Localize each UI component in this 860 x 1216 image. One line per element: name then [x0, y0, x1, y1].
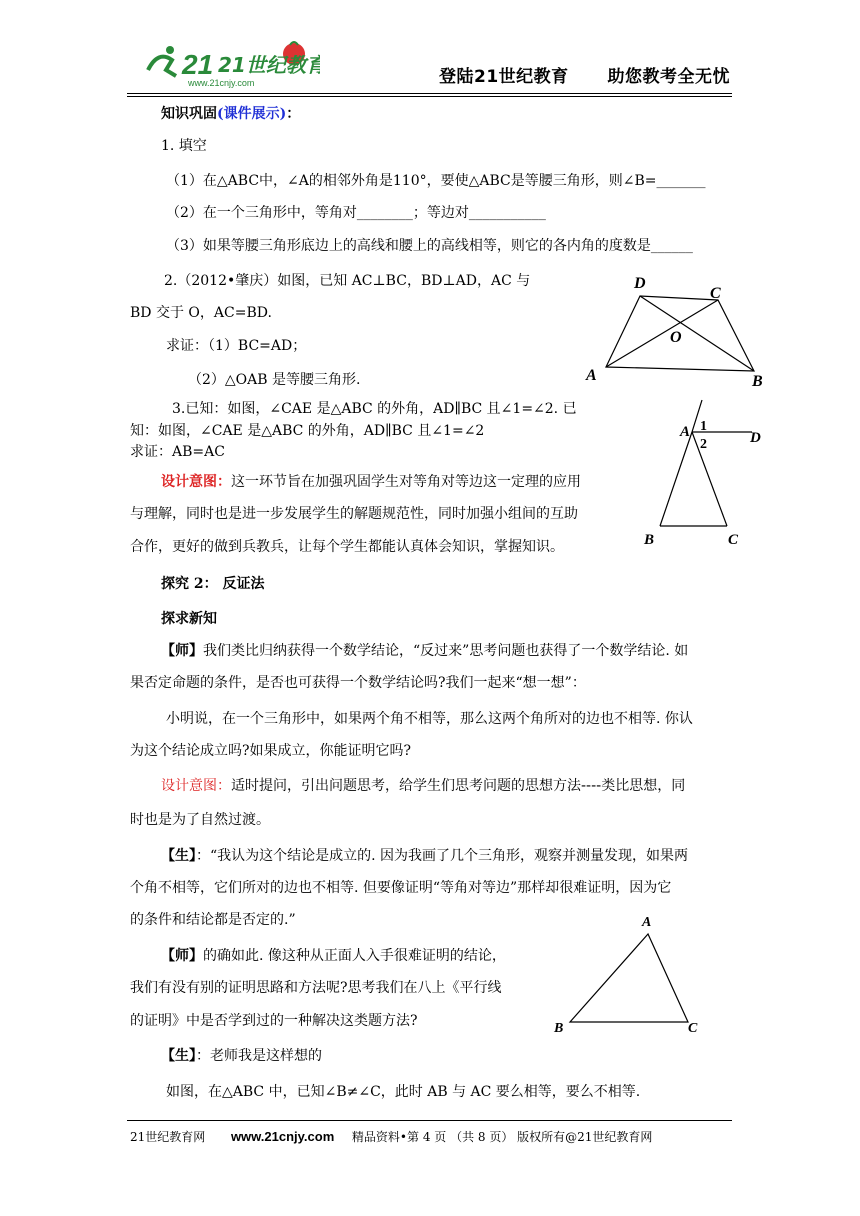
p1-line-1 — [161, 641, 688, 661]
p5-text: ：老师我是这样想的 — [196, 1048, 322, 1064]
slogan-left: 登陆21世纪教育 — [438, 67, 569, 87]
q3-line-2: 知：如图，∠CAE 是△ABC 的外角，AD∥BC 且∠1=∠2 — [130, 423, 485, 439]
fig2-label-d: D — [750, 430, 761, 446]
header-slogan — [439, 62, 730, 87]
fig3-label-b: B — [554, 1021, 564, 1036]
q2-line-3: 求证：（1）BC=AD； — [166, 338, 307, 354]
p1-tag: 【师】 — [161, 643, 203, 659]
fig2-angle-2: 2 — [700, 437, 707, 452]
p3-tag: 【生】 — [161, 848, 196, 864]
footer-info: 精品资料•第 4 页 （共 8 页） 版权所有@21世纪教育网 — [351, 1130, 653, 1144]
footer-site: 21世纪教育网 — [130, 1130, 206, 1144]
design-intent-2-l2: 时也是为了自然过渡。 — [130, 812, 270, 828]
fig3-label-a: A — [642, 915, 652, 930]
q2-line-4: （2）△OAB 是等腰三角形. — [188, 372, 361, 388]
p3-line-3: 的条件和结论都是否定的.” — [130, 912, 296, 928]
svg-text:21: 21 — [182, 49, 214, 80]
p5-line-1 — [161, 1046, 322, 1066]
footer-rule — [127, 1120, 732, 1121]
p3-line-2: 个角不相等，它们所对的边也不相等. 但要像证明“等角对等边”那样却很难证明，因为它 — [130, 880, 672, 896]
section2-title: 探究 2： 反证法 — [161, 576, 265, 592]
p3-text: ：“我认为这个结论是成立的. 因为我画了几个三角形，观察并测量发现，如果两 — [196, 848, 689, 864]
fig2-angle-1: 1 — [700, 419, 707, 434]
section1-title — [161, 104, 300, 124]
footer-url[interactable]: www.21cnjy.com — [230, 1129, 335, 1144]
q1-item-3: （3）如果等腰三角形底边上的高线和腰上的高线相等，则它的各内角的度数是______ — [166, 238, 693, 254]
site-logo — [140, 40, 320, 92]
fig2-side-ac — [692, 432, 727, 526]
figure-1-quadrilateral — [578, 270, 778, 392]
q3-line-3: 求证：AB=AC — [130, 444, 225, 460]
fig1-label-o: O — [670, 329, 682, 346]
q3-line-1: 3.已知：如图，∠CAE 是△ABC 的外角，AD∥BC 且∠1=∠2. 已 — [172, 401, 577, 417]
logo-graphic — [140, 40, 320, 92]
q1-head: 1. 填空 — [161, 138, 207, 154]
title-paren: (课件展示) — [217, 106, 287, 122]
design-text-2: 适时提问，引出问题思考，给学生们思考问题的思想方法----类比思想，同 — [231, 778, 686, 794]
fig1-label-d: D — [634, 275, 646, 292]
fig2-label-c: C — [728, 532, 739, 548]
q2-line-2: BD 交于 O，AC=BD. — [130, 305, 272, 321]
design-intent-1-l2: 与理解，同时也是进一步发展学生的解题规范性，同时加强小组间的互助 — [130, 506, 578, 522]
p4-line-2: 我们有没有别的证明思路和方法呢?思考我们在八上《平行线 — [130, 980, 502, 996]
logo-text: 21世纪教育 — [218, 53, 320, 77]
q1-item-2: （2）在一个三角形中，等角对________；等边对___________ — [166, 205, 546, 221]
design-text: 这一环节旨在加强巩固学生对等角对等边这一定理的应用 — [231, 474, 581, 490]
page-footer — [130, 1128, 652, 1145]
slogan-right: 助您教考全无忧 — [607, 67, 730, 87]
design-label: 设计意图： — [161, 474, 231, 490]
p4-line-1 — [161, 946, 506, 966]
figure-3-triangle — [548, 910, 708, 1040]
p6-line-1: 如图，在△ABC 中，已知∠B≠∠C，此时 AB 与 AC 要么相等，要么不相等. — [166, 1084, 641, 1100]
p1-text: 我们类比归纳获得一个数学结论，“反过来”思考问题也获得了一个数学结论. 如 — [203, 643, 689, 659]
fig1-label-c: C — [710, 285, 721, 302]
design-intent-1-l3: 合作，更好的做到兵教兵，让每个学生都能认真体会知识，掌握知识。 — [130, 539, 564, 555]
p1-line-2: 果否定命题的条件，是否也可获得一个数学结论吗?我们一起来“想一想”： — [130, 675, 586, 691]
p2-line-2: 为这个结论成立吗?如果成立，你能证明它吗? — [130, 743, 412, 759]
p3-line-1 — [161, 846, 688, 866]
title-text: 知识巩固 — [161, 106, 217, 122]
fig3-label-c: C — [688, 1021, 698, 1036]
p5-tag: 【生】 — [161, 1048, 196, 1064]
header-rule-2 — [127, 96, 732, 97]
fig1-label-b: B — [752, 373, 763, 390]
fig1-label-a: A — [586, 367, 597, 384]
fig2-label-a: A — [680, 424, 691, 440]
figure-2-triangle — [640, 392, 770, 552]
p2-line-1: 小明说，在一个三角形中，如果两个角不相等，那么这两个角所对的边也不相等. 你认 — [166, 711, 693, 727]
title-colon: ： — [286, 106, 301, 122]
header-rule — [127, 93, 732, 94]
design-intent-1 — [161, 472, 581, 492]
fig1-diagonal-bd — [640, 296, 754, 371]
p4-tag: 【师】 — [161, 948, 203, 964]
q2-line-1: 2.（2012•肇庆）如图，已知 AC⊥BC，BD⊥AD，AC 与 — [164, 273, 531, 289]
fig3-outline — [570, 934, 688, 1022]
fig2-side-ab — [660, 432, 692, 526]
p4-text: 的确如此. 像这种从正面人入手很难证明的结论， — [203, 948, 506, 964]
fig2-label-b: B — [644, 532, 655, 548]
section2-subtitle: 探求新知 — [161, 611, 217, 627]
design-intent-2 — [161, 776, 685, 796]
logo-url: www.21cnjy.com — [188, 78, 255, 88]
design-label-2: 设计意图： — [161, 778, 231, 794]
p4-line-3: 的证明》中是否学到过的一种解决这类题方法? — [130, 1013, 418, 1029]
q1-item-1: （1）在△ABC中，∠A的相邻外角是110°，要使△ABC是等腰三角形，则∠B=_______ — [166, 173, 706, 189]
